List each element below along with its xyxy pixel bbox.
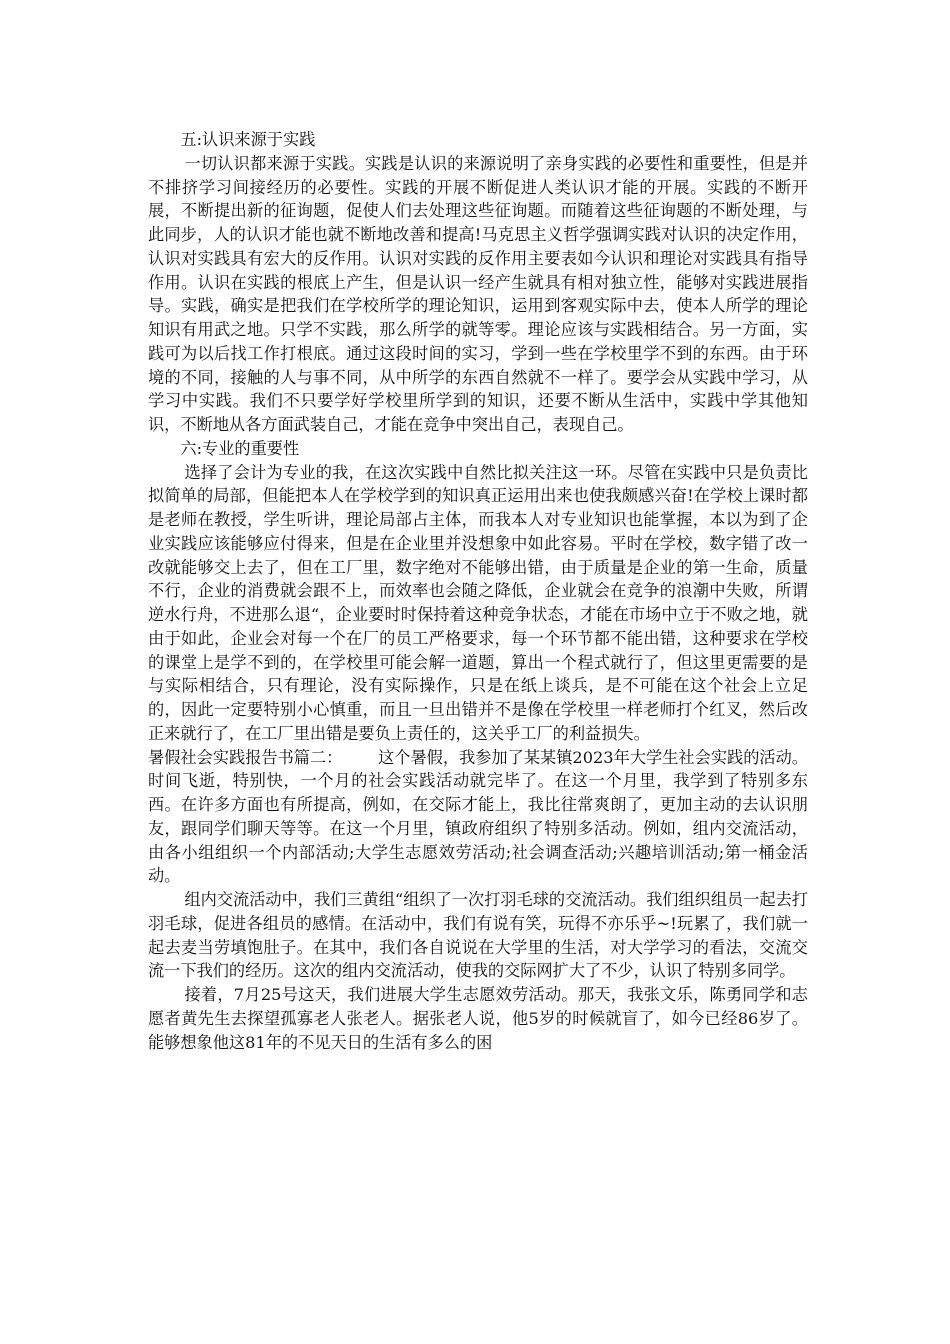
section-body-5: 一切认识都来源于实践。实践是认识的来源说明了亲身实践的必要性和重要性，但是并不排挤学习间接经历的必要性。实践的开展不断促进人类认识才能的开展。实践的不断开展，不断提出新的征询题，促使人们去处理这些征询题。而随着这些征询题的不断处理，与此同步，人的认识才能也就不断地改善和提高!马克思主义哲学强调实践对认识的决定作用，认识对实践具有宏大的反作用。认识对实践的反作用主要表如今认识和理论对实践具有指导作用。认识在实践的根底上产生，但是认识一经产生就具有相对独立性，能够对实践进展指导。实践，确实是把我们在学校所学的理论知识，运用到客观实际中去，使本人所学的理论知识有用武之地。只学不实践，那么所学的就等零。理论应该与实践相结合。另一方面，实践可为以后找工作打根底。通过这段时间的实习，学到一些在学校里学不到的东西。由于环境的不同，接触的人与事不同，从中所学的东西自然就不一样了。要学会从实践中学习，从学习中实践。我们不只要学好学校里所学到的知识，还要不断从生活中，实践中学其他知识，不断地从各方面武装自己，才能在竞争中突出自己，表现自己。 [148, 153, 808, 434]
document-page [148, 128, 808, 1054]
report2-title: 暑假社会实践报告书篇二： [148, 747, 343, 767]
report2-intro-paragraph [148, 746, 808, 889]
report2-volunteer-paragraph: 接着，7月25号这天，我们进展大学生志愿效劳活动。那天，我张文乐，陈勇同学和志愿者黄先生去探望孤寡老人张老人。据张老人说，他5岁的时候就盲了，如今已经86岁了。能够想象他这81年的不见天日的生活有多么的困 [148, 985, 808, 1052]
report2-intro: 这个暑假，我参加了某某镇2023年大学生社会实践的活动。时间飞逝，特别快，一个月的社会实践活动就完毕了。在这一个月里，我学到了特别多东西。在许多方面也有所提高，例如，在交际才能上，我比往常爽朗了，更加主动的去认识朋友，跟同学们聊天等等。在这一个月里，镇政府组织了特别多活动。例如，组内交流活动，由各小组组织一个内部活动;大学生志愿效劳活动;社会调查活动;兴趣培训活动;第一桶金活动。 [148, 747, 808, 886]
section-heading-5: 五:认识来源于实践 [180, 130, 316, 149]
report2-group-paragraph: 组内交流活动中，我们三黄组“组织了一次打羽毛球的交流活动。我们组织组员一起去打羽毛球，促进各组员的感情。在活动中，我们有说有笑，玩得不亦乐乎~!玩累了，我们就一起去麦当劳填饱肚子。在其中，我们各自说说在大学里的生活，对大学学习的看法，交流交流一下我们的经历。这次的组内交流活动，使我的交际网扩大了不少，认识了特别多同学。 [148, 890, 808, 981]
section-body-6: 选择了会计为专业的我，在这次实践中自然比拟关注这一环。尽管在实践中只是负责比拟简单的局部，但能把本人在学校学到的知识真正运用出来也使我颇感兴奋!在学校上课时都是老师在教授，学生听讲，理论局部占主体，而我本人对专业知识也能掌握，本以为到了企业实践应该能够应付得来，但是在企业里并没想象中如此容易。平时在学校，数字错了改一改就能够交上去了，但在工厂里，数字绝对不能够出错，由于质量是企业的第一生命，质量不行，企业的消费就会跟不上，而效率也会随之降低，企业就会在竞争的浪潮中失败，所谓逆水行舟，不进那么退“，企业要时时保持着这种竞争状态，才能在市场中立于不败之地，就由于如此，企业会对每一个在厂的员工严格要求，每一个环节都不能出错，这种要求在学校的课堂上是学不到的，在学校里可能会解一道题，算出一个程式就行了，但这里更需要的是与实际相结合，只有理论，没有实际操作，只是在纸上谈兵，是不可能在这个社会上立足的，因此一定要特别小心慎重，而且一旦出错并不是像在学校里一样老师打个红叉，然后改正来就行了，在工厂里出错是要负上责任的，这关乎工厂的利益损失。 [148, 462, 808, 743]
section-heading-6: 六:专业的重要性 [180, 438, 300, 458]
